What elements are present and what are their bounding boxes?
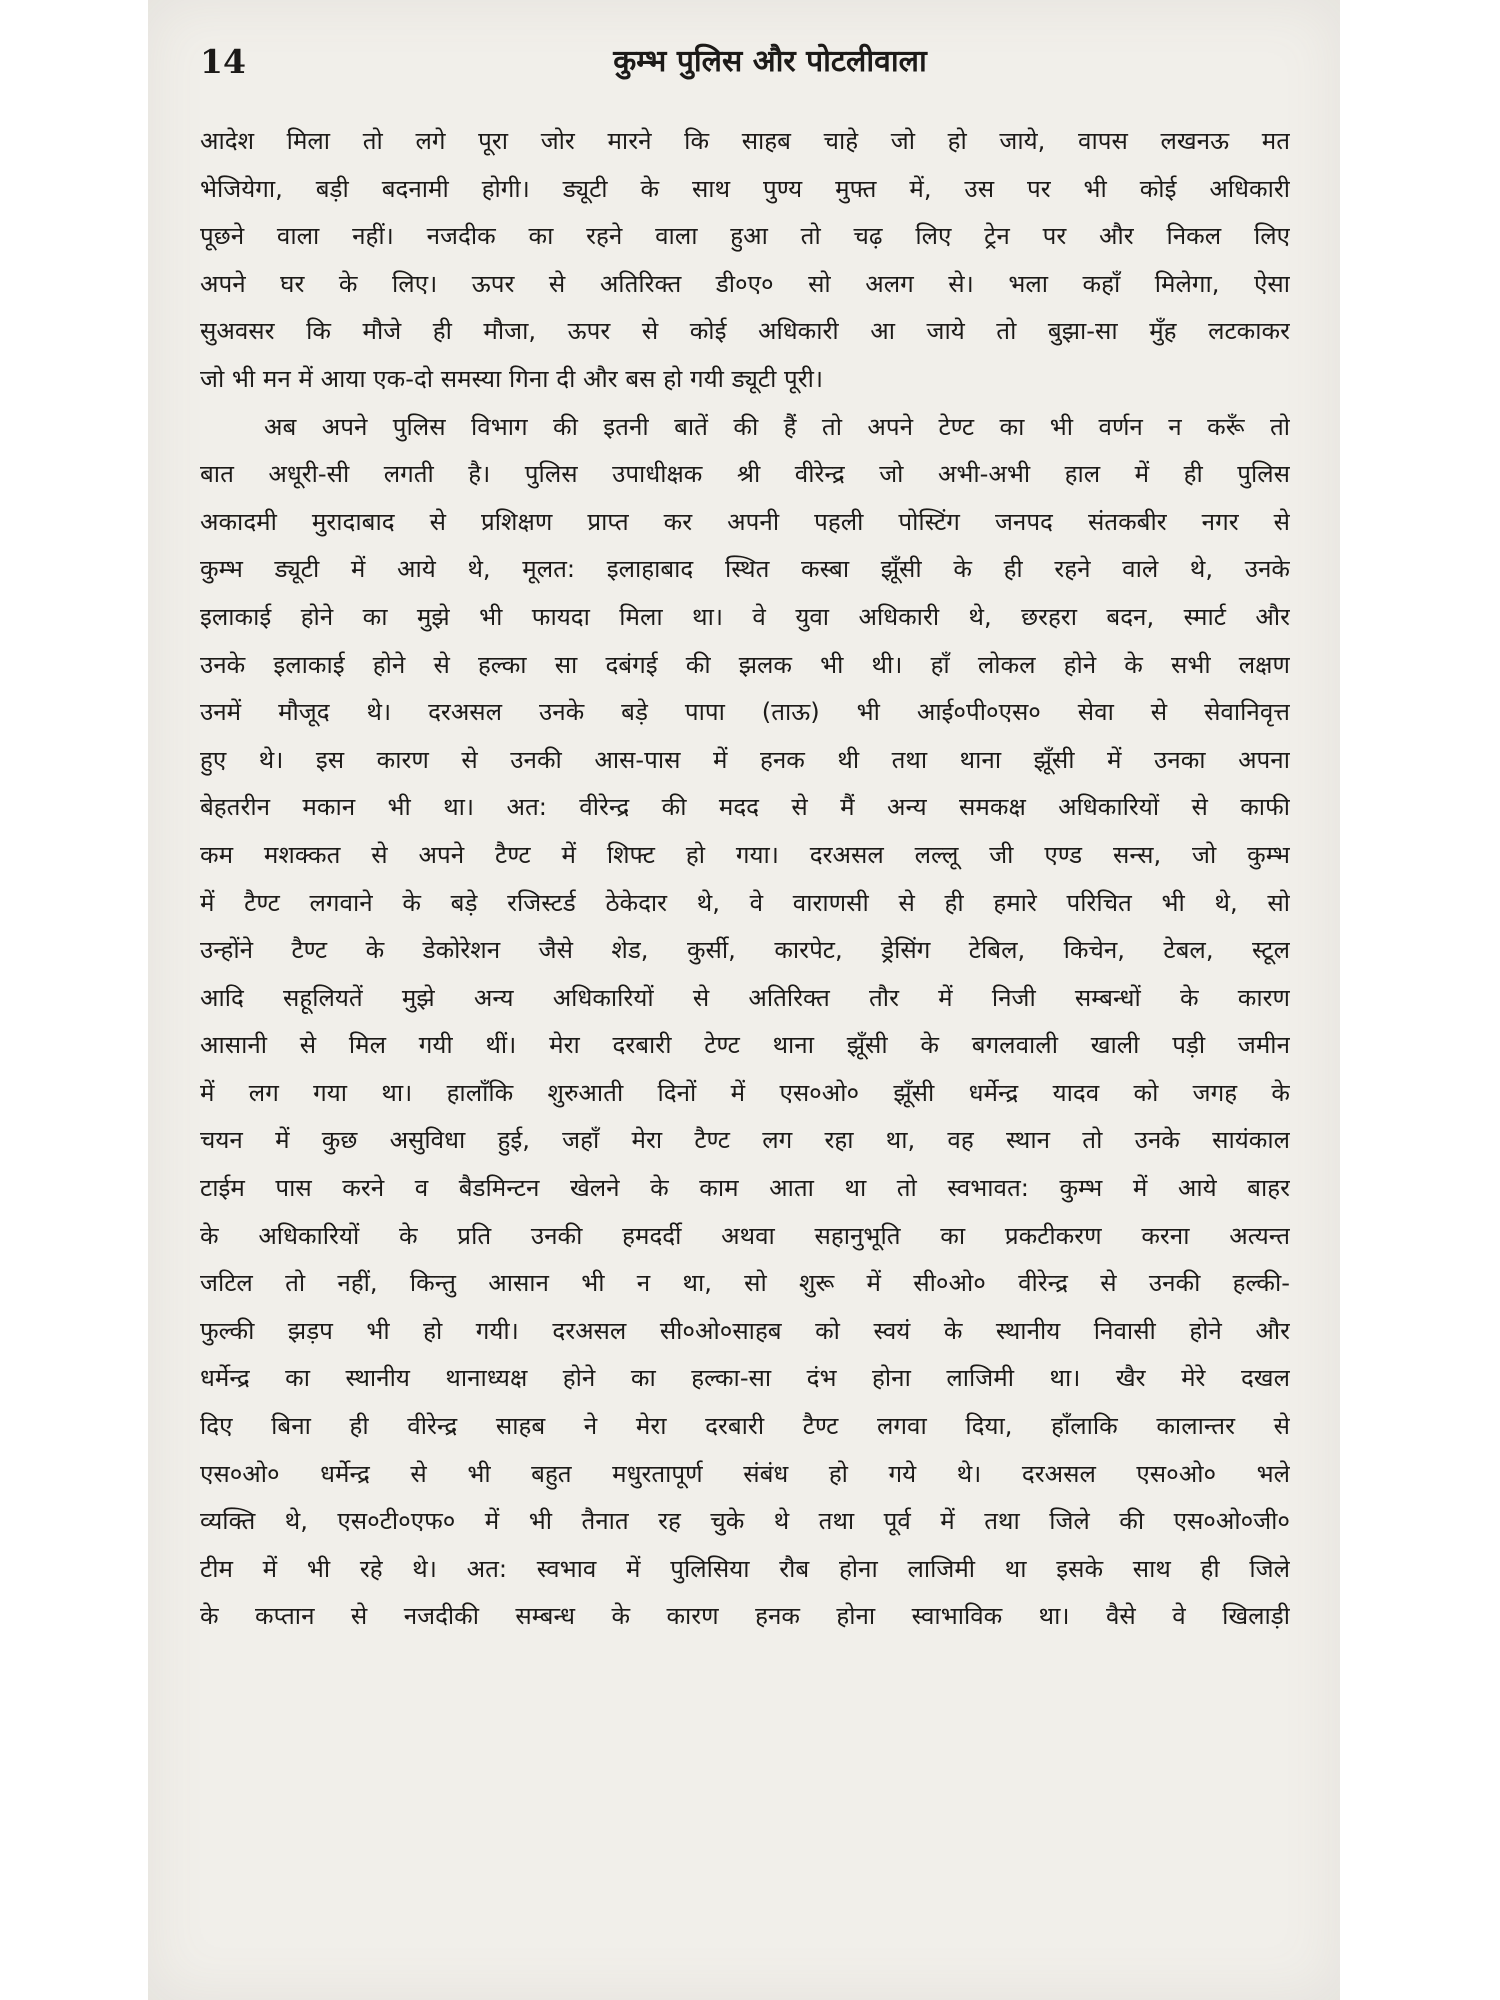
text-line: में टैण्ट लगवाने के बड़े रजिस्टर्ड ठेकेदार थे, वे वाराणसी से ही हमारे परिचित भी थे, सो (200, 888, 1290, 917)
text-line: चयन में कुछ असुविधा हुई, जहाँ मेरा टैण्ट लग रहा था, वह स्थान तो उनके सायंकाल (200, 1126, 1290, 1155)
text-line: पूछने वाला नहीं। नजदीक का रहने वाला हुआ तो चढ़ लिए ट्रेन पर और निकल लिए (200, 222, 1290, 251)
text-line: उन्होंने टैण्ट के डेकोरेशन जैसे शेड, कुर्सी, कारपेट, ड्रेसिंग टेबिल, किचेन, टेबल, स्टूल (200, 936, 1290, 965)
page-number: 14 (200, 42, 246, 81)
text-line: उनके इलाकाई होने से हल्का सा दबंगई की झलक भी थी। हाँ लोकल होने के सभी लक्षण (200, 650, 1290, 679)
text-line: टाईम पास करने व बैडमिन्टन खेलने के काम आता था तो स्वभावत: कुम्भ में आये बाहर (200, 1174, 1290, 1203)
text-line: एस०ओ० धर्मेन्द्र से भी बहुत मधुरतापूर्ण संबंध हो गये थे। दरअसल एस०ओ० भले (200, 1459, 1290, 1488)
text-line: इलाकाई होने का मुझे भी फायदा मिला था। वे युवा अधिकारी थे, छरहरा बदन, स्मार्ट और (200, 602, 1290, 631)
running-title: कुम्भ पुलिस और पोटलीवाला (613, 44, 927, 79)
text-line: के कप्तान से नजदीकी सम्बन्ध के कारण हनक होना स्वाभाविक था। वैसे वे खिलाड़ी (200, 1602, 1290, 1631)
text-line: उनमें मौजूद थे। दरअसल उनके बड़े पापा (ताऊ) भी आई०पी०एस० सेवा से सेवानिवृत्त (200, 698, 1290, 727)
text-line: में लग गया था। हालाँकि शुरुआती दिनों में एस०ओ० झूँसी धर्मेन्द्र यादव को जगह के (200, 1078, 1290, 1107)
text-line: धर्मेन्द्र का स्थानीय थानाध्यक्ष होने का हल्का-सा दंभ होना लाजिमी था। खैर मेरे दखल (200, 1364, 1290, 1393)
text-line: सुअवसर कि मौजे ही मौजा, ऊपर से कोई अधिकारी आ जाये तो बुझा-सा मुँह लटकाकर (200, 317, 1290, 346)
body-text (200, 118, 1290, 1641)
book-page (148, 0, 1340, 2000)
page-header (200, 42, 1340, 90)
text-line: आसानी से मिल गयी थीं। मेरा दरबारी टेण्ट थाना झूँसी के बगलवाली खाली पड़ी जमीन (200, 1031, 1290, 1060)
text-line: बेहतरीन मकान भी था। अत: वीरेन्द्र की मदद से मैं अन्य समकक्ष अधिकारियों से काफी (200, 793, 1290, 822)
text-line: हुए थे। इस कारण से उनकी आस-पास में हनक थी तथा थाना झूँसी में उनका अपना (200, 745, 1290, 774)
text-line: के अधिकारियों के प्रति उनकी हमदर्दी अथवा सहानुभूति का प्रकटीकरण करना अत्यन्त (200, 1221, 1290, 1250)
text-line: कुम्भ ड्यूटी में आये थे, मूलत: इलाहाबाद स्थित कस्बा झूँसी के ही रहने वाले थे, उनके (200, 555, 1290, 584)
text-line: अकादमी मुरादाबाद से प्रशिक्षण प्राप्त कर अपनी पहली पोस्टिंग जनपद संतकबीर नगर से (200, 507, 1290, 536)
text-line: अब अपने पुलिस विभाग की इतनी बातें की हैं तो अपने टेण्ट का भी वर्णन न करूँ तो (264, 412, 1290, 441)
text-line: आदेश मिला तो लगे पूरा जोर मारने कि साहब चाहे जो हो जाये, वापस लखनऊ मत (200, 127, 1290, 155)
text-line: फुल्की झड़प भी हो गयी। दरअसल सी०ओ०साहब को स्वयं के स्थानीय निवासी होने और (200, 1316, 1290, 1345)
text-line: बात अधूरी-सी लगती है। पुलिस उपाधीक्षक श्री वीरेन्द्र जो अभी-अभी हाल में ही पुलिस (200, 460, 1290, 489)
text-line: टीम में भी रहे थे। अत: स्वभाव में पुलिसिया रौब होना लाजिमी था इसके साथ ही जिले (200, 1554, 1290, 1583)
text-line: जो भी मन में आया एक-दो समस्या गिना दी और बस हो गयी ड्यूटी पूरी। (200, 364, 824, 393)
text-line: भेजियेगा, बड़ी बदनामी होगी। ड्यूटी के साथ पुण्य मुफ्त में, उस पर भी कोई अधिकारी (200, 174, 1290, 203)
text-line: व्यक्ति थे, एस०टी०एफ० में भी तैनात रह चुके थे तथा पूर्व में तथा जिले की एस०ओ०जी० (200, 1507, 1290, 1536)
text-line: कम मशक्कत से अपने टैण्ट में शिफ्ट हो गया। दरअसल लल्लू जी एण्ड सन्स, जो कुम्भ (200, 840, 1290, 869)
text-line: दिए बिना ही वीरेन्द्र साहब ने मेरा दरबारी टैण्ट लगवा दिया, हाँलाकि कालान्तर से (200, 1412, 1290, 1441)
text-line: आदि सहूलियतें मुझे अन्य अधिकारियों से अतिरिक्त तौर में निजी सम्बन्धों के कारण (200, 983, 1290, 1012)
text-line: अपने घर के लिए। ऊपर से अतिरिक्त डी०ए० सो अलग से। भला कहाँ मिलेगा, ऐसा (200, 269, 1290, 298)
text-line: जटिल तो नहीं, किन्तु आसान भी न था, सो शुरू में सी०ओ० वीरेन्द्र से उनकी हल्की- (200, 1269, 1290, 1298)
